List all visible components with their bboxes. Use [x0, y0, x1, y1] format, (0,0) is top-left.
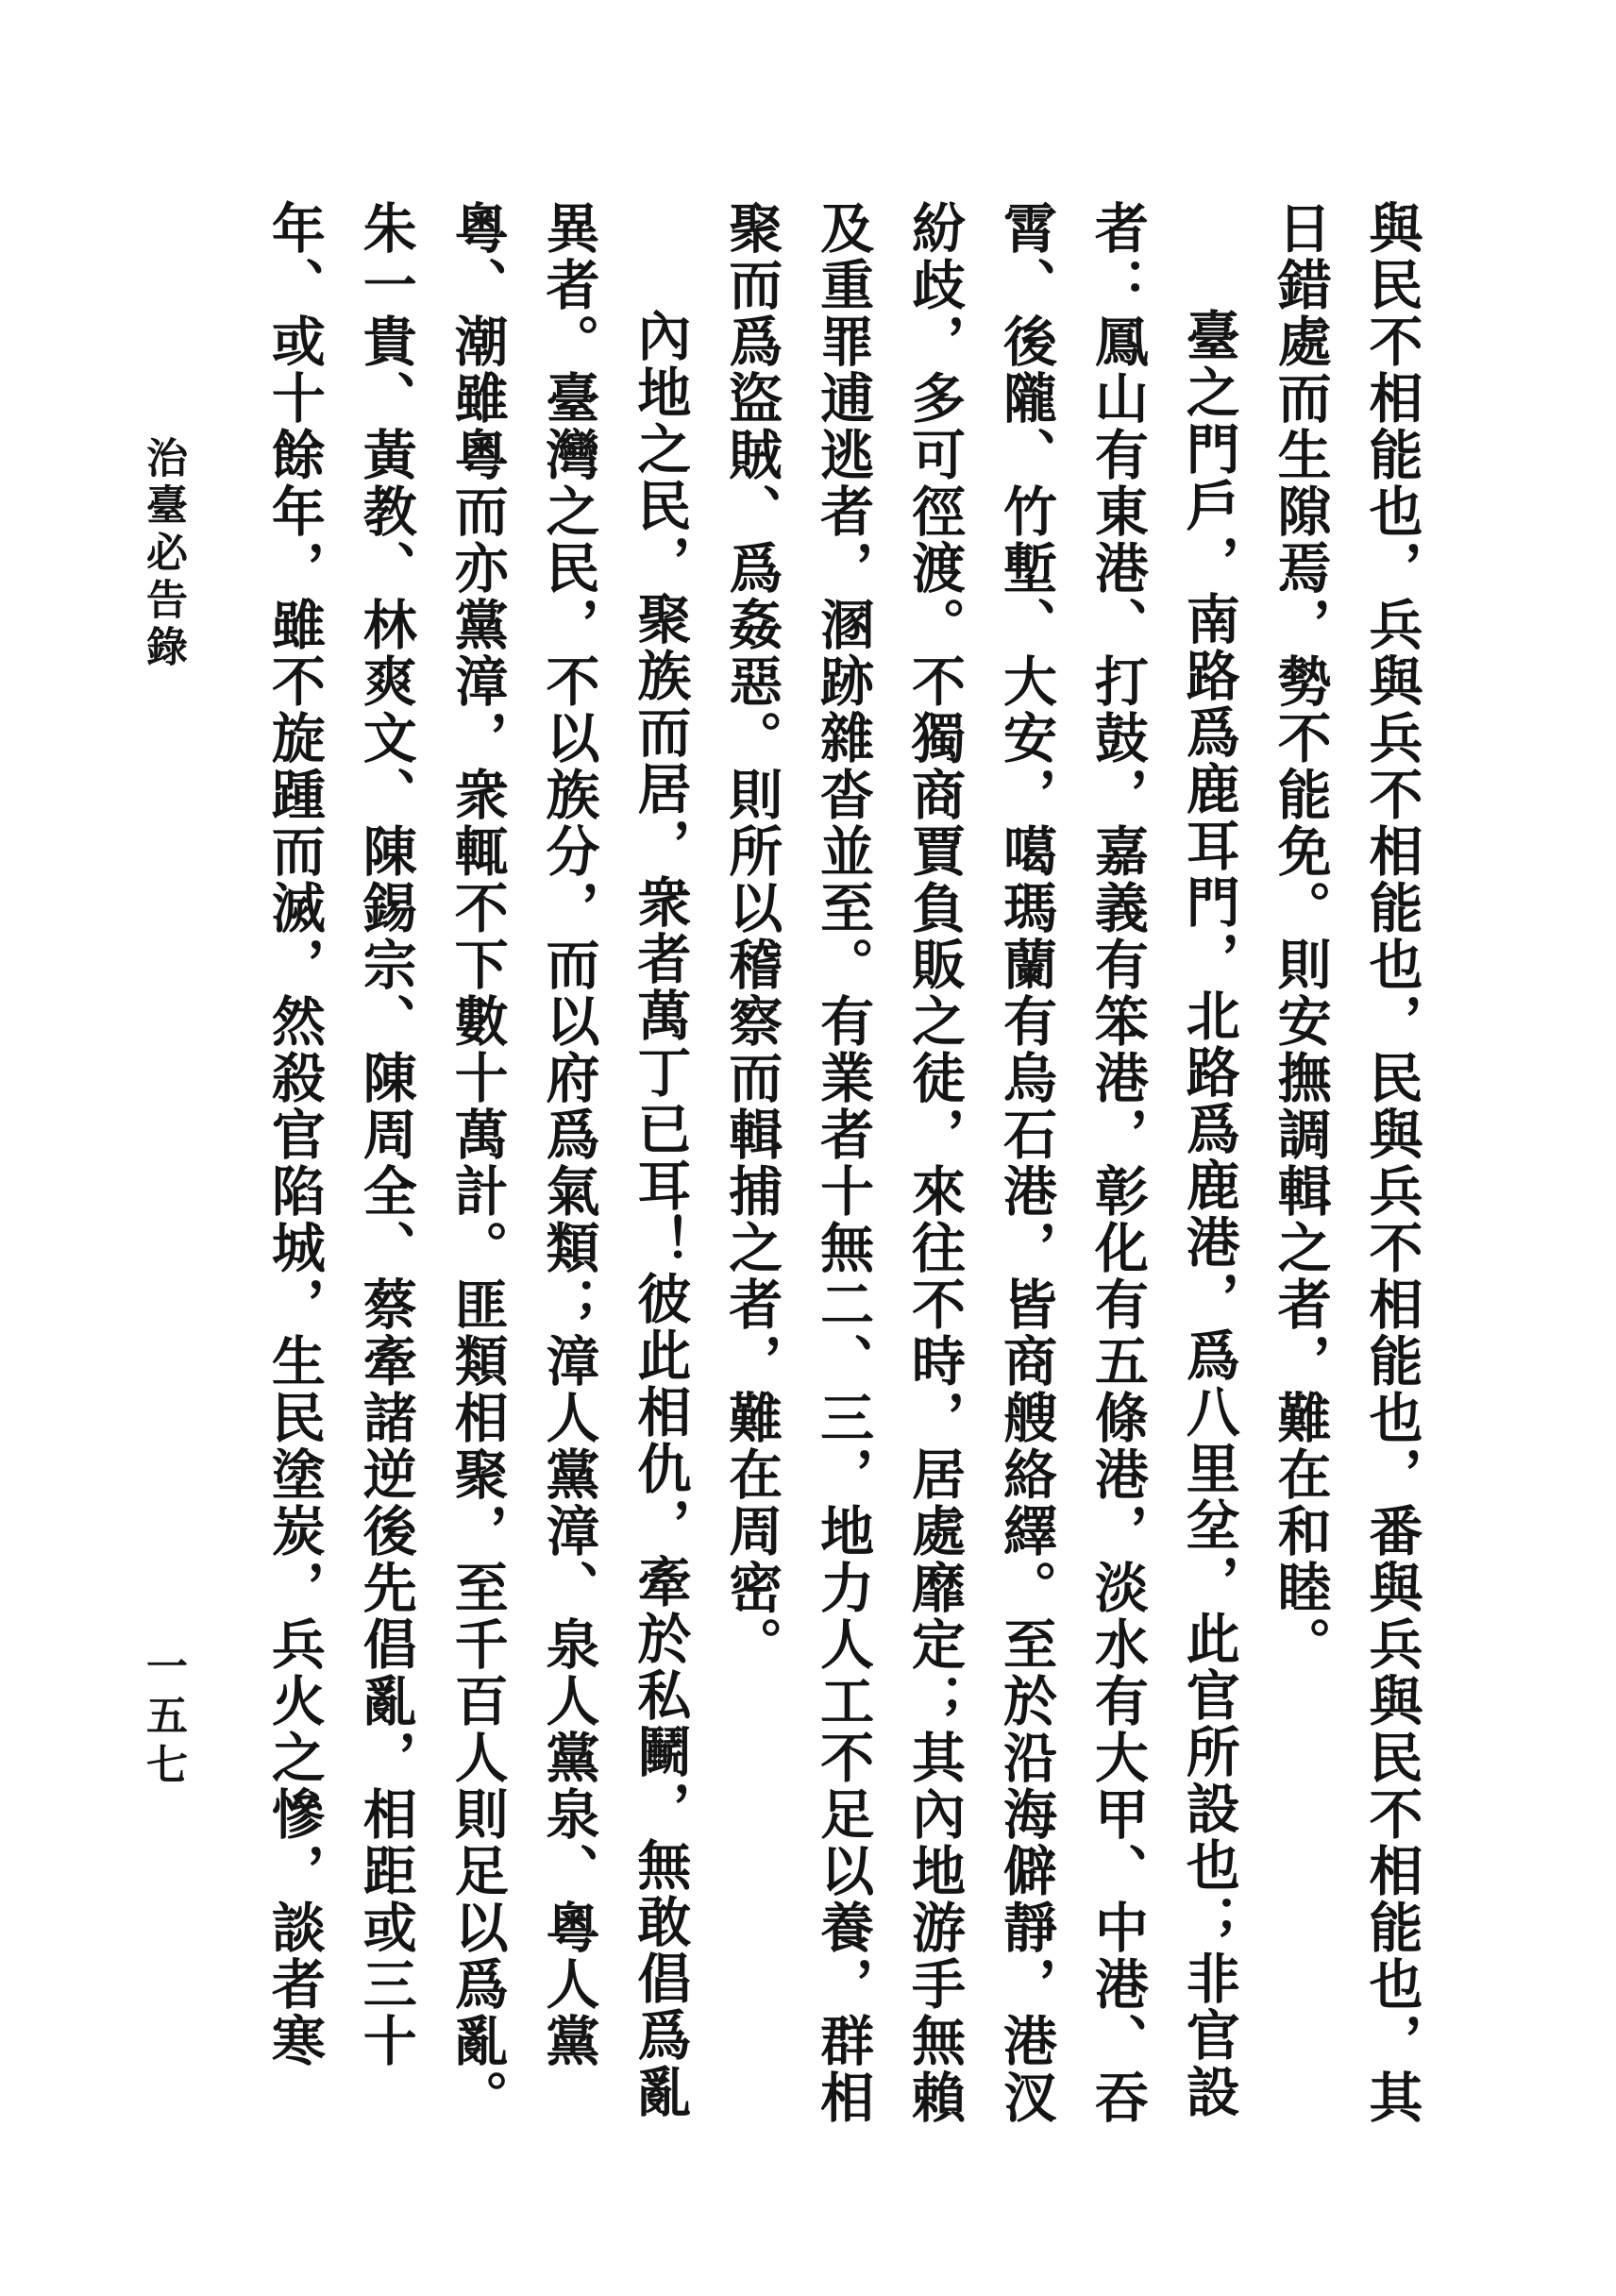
- paragraph-1: 與民不相能也，兵與兵不相能也，民與兵不相能也，番與兵與民不相能也，其日錯處而生隙焉，勢不能免。則安撫調輯之者，難在和睦。: [1269, 200, 1423, 2126]
- main-text-block: [247, 200, 1437, 2164]
- paragraph-3: 內地之民，聚族而居，衆者萬丁已耳！彼此相仇，牽於私鬭，無敢倡爲亂異者。臺灣之民，不以族分，而以府爲氣類；漳人黨漳、泉人黨泉、粵人黨粵、潮雖粵而亦黨漳，衆輒不下數十萬計。匪類相聚，至千百人則足以爲亂。朱一貴、黃教、林爽文、陳錫宗、陳周全、蔡牽諸逆後先倡亂，相距或三十年、或十餘年，雖不旋踵而滅，然殺官陷城，生民塗炭，兵火之慘，談者寒: [262, 200, 692, 2126]
- page-number: 一五七: [139, 1645, 187, 1792]
- running-title: 治臺必告錄: [139, 436, 187, 672]
- paragraph-2: 臺之門戶，南路爲鹿耳門，北路爲鹿港，爲八里坌，此官所設也；非官設者：鳳山有東港、打鼓，嘉義有笨港，彰化有五條港，淡水有大甲、中港、吞霄、後隴、竹塹、大安，噶瑪蘭有烏石港，皆商艘絡繹。至於沿海僻靜，港汊紛歧，多可徑渡。不獨商賈負販之徒，來往不時，居處靡定；其內地游手無賴及重罪逋逃者，溷跡雜沓並至。有業者十無二、三，地力人工不足以養，群相聚而爲盜賊、爲姦惡。則所以稽察而輯捕之者，難在周密。: [719, 200, 1241, 2126]
